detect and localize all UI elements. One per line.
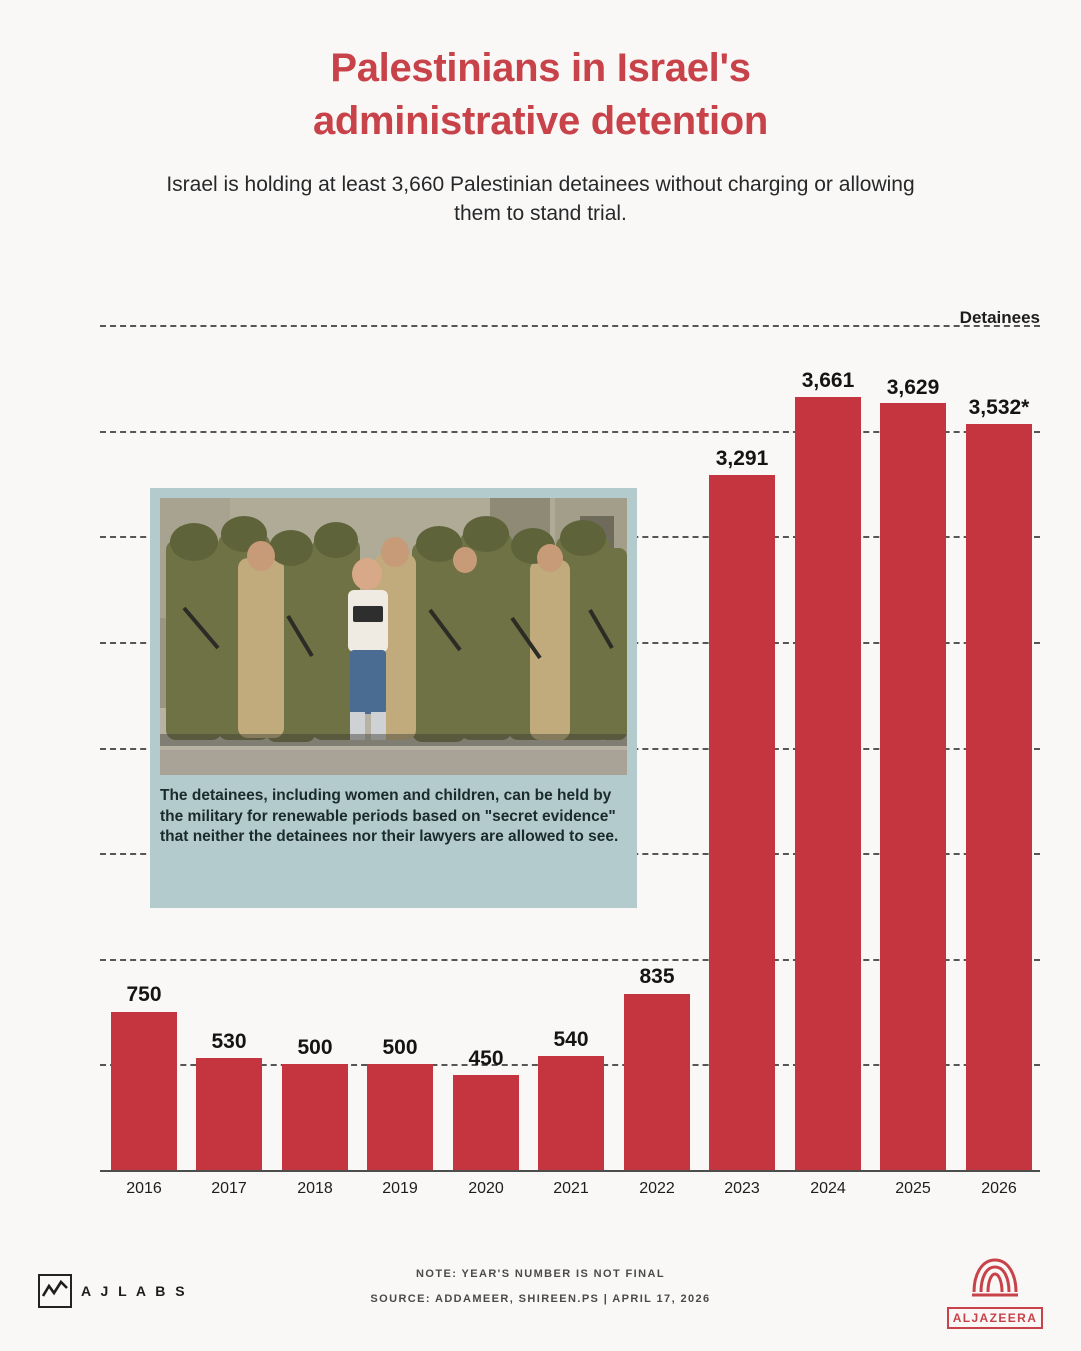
- bar-label-2022: 835: [639, 965, 675, 988]
- x-axis-labels: [100, 1180, 1040, 1210]
- bar-label-2026: 3,532*: [968, 396, 1030, 419]
- bar-2018[interactable]: [282, 1064, 348, 1170]
- callout-text: The detainees, including women and children, can be held by the military for renewable periods based on "secret evidence" that neither the detainees nor their lawyers are allowed to see.: [160, 787, 619, 846]
- bar-2021[interactable]: [538, 1056, 604, 1170]
- bar-label-2017: 530: [211, 1030, 247, 1053]
- bar-2016[interactable]: [111, 1012, 177, 1170]
- page-subtitle: Israel is holding at least 3,660 Palestinian detainees without charging or allowing them to stand trial.: [166, 172, 915, 226]
- x-label-2022: 2022: [639, 1180, 675, 1197]
- x-label-2016: 2016: [126, 1180, 162, 1197]
- bar-2017[interactable]: [196, 1058, 262, 1170]
- callout-photo: [160, 498, 627, 775]
- bar-group-2019[interactable]: [367, 1036, 433, 1170]
- x-label-2017: 2017: [211, 1180, 247, 1197]
- bar-group-2021[interactable]: [538, 1028, 604, 1170]
- bar-group-2020[interactable]: [453, 1047, 519, 1170]
- photo-illustration: [160, 498, 627, 775]
- bar-group-2024[interactable]: [795, 369, 861, 1170]
- x-label-2020: 2020: [468, 1180, 504, 1197]
- bar-group-2017[interactable]: [196, 1030, 262, 1170]
- x-label-2021: 2021: [553, 1180, 589, 1197]
- ajlabs-label: A J L A B S: [81, 1283, 188, 1299]
- aljazeera-logo: [947, 1254, 1043, 1329]
- bar-group-2025[interactable]: [880, 376, 946, 1170]
- bar-2022[interactable]: [624, 994, 690, 1170]
- footer-note: NOTE: YEAR'S NUMBER IS NOT FINAL: [416, 1268, 665, 1280]
- bar-label-2023: 3,291: [715, 447, 769, 470]
- bar-group-2022[interactable]: [624, 965, 690, 1170]
- bar-label-2025: 3,629: [886, 376, 940, 399]
- bar-2026[interactable]: [966, 424, 1032, 1170]
- x-label-2023: 2023: [724, 1180, 760, 1197]
- bar-2019[interactable]: [367, 1064, 433, 1170]
- x-label-2019: 2019: [382, 1180, 418, 1197]
- photo-callout: [150, 488, 637, 908]
- bar-label-2019: 500: [382, 1036, 418, 1059]
- aljazeera-calligraphy-icon: [968, 1254, 1022, 1298]
- footer: [0, 1246, 1081, 1351]
- bar-label-2021: 540: [553, 1028, 589, 1051]
- x-label-2026: 2026: [981, 1180, 1017, 1197]
- bar-group-2016[interactable]: [111, 983, 177, 1170]
- axis-baseline: [100, 1170, 1040, 1172]
- bar-2020[interactable]: [453, 1075, 519, 1170]
- bar-2024[interactable]: [795, 397, 861, 1170]
- bar-label-2018: 500: [297, 1036, 333, 1059]
- bar-2025[interactable]: [880, 403, 946, 1170]
- bar-label-2024: 3,661: [801, 369, 855, 392]
- bar-label-2016: 750: [126, 983, 162, 1006]
- aljazeera-wordmark: ALJAZEERA: [947, 1307, 1043, 1329]
- bar-label-2020: 450: [468, 1047, 504, 1070]
- footer-source: SOURCE: ADDAMEER, SHIREEN.PS | APRIL 17, 2026: [370, 1293, 711, 1305]
- page-title: Palestinians in Israel's administrative detention: [312, 46, 769, 143]
- x-label-2018: 2018: [297, 1180, 333, 1197]
- bar-group-2026[interactable]: [966, 396, 1032, 1170]
- x-label-2025: 2025: [895, 1180, 931, 1197]
- x-label-2024: 2024: [810, 1180, 846, 1197]
- infographic-header: [0, 0, 1081, 229]
- bar-group-2018[interactable]: [282, 1036, 348, 1170]
- y-axis-legend: Detainees: [959, 308, 1040, 327]
- bar-group-2023[interactable]: [709, 447, 775, 1170]
- footer-credits: [0, 1268, 1081, 1305]
- bar-2023[interactable]: [709, 475, 775, 1170]
